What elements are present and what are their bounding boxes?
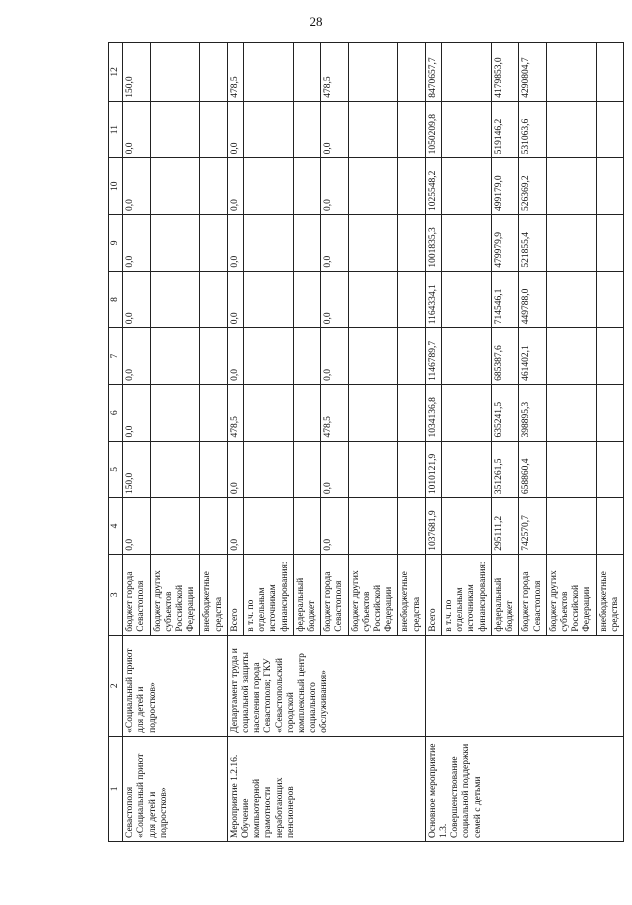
amount-cell-col-6: 478,5 (321, 384, 348, 441)
amount-cell-col-5 (398, 441, 425, 498)
amount-cell-col-4 (398, 498, 425, 555)
amount-cell-col-8 (442, 271, 492, 328)
amount-cell-col-12: 478,5 (321, 43, 348, 102)
amount-cell-col-10 (546, 158, 596, 215)
amount-cell-col-7: 685387,6 (491, 328, 518, 385)
page-number: 28 (309, 14, 323, 29)
amount-cell-col-10: 1025548,2 (425, 158, 441, 215)
amount-cell-col-5: 658860,4 (519, 441, 546, 498)
amount-cell-col-10 (244, 158, 294, 215)
amount-cell-col-12: 4290804,7 (519, 43, 546, 102)
amount-cell-col-12: 150,0 (123, 43, 150, 102)
amount-cell-col-7 (150, 328, 200, 385)
amount-cell-col-8: 0,0 (123, 271, 150, 328)
funding-source-cell: в т.ч. по отдельным источникам финансирования: (442, 554, 492, 635)
funding-source-cell: федеральный бюджет (491, 554, 518, 635)
amount-cell-col-10: 0,0 (123, 158, 150, 215)
amount-cell-col-12: 8470657,7 (425, 43, 441, 102)
amount-cell-col-8 (293, 271, 320, 328)
header-row (109, 43, 123, 842)
amount-cell-col-5: 150,0 (123, 441, 150, 498)
table-row (425, 43, 441, 842)
amount-cell-col-9 (150, 215, 200, 272)
amount-cell-col-10: 0,0 (227, 158, 243, 215)
funding-source-cell: бюджет других субъектов Российской Федерации (546, 554, 596, 635)
amount-cell-col-11 (200, 101, 227, 158)
amount-cell-col-9 (293, 215, 320, 272)
amount-cell-col-7: 1146789,7 (425, 328, 441, 385)
funding-source-cell: бюджет других субъектов Российской Федерации (348, 554, 398, 635)
budget-table (108, 42, 624, 842)
activity-name-cell: Основное мероприятие 1.3. Совершенствование социальной поддержки семей с детьми (425, 736, 623, 841)
amount-cell-col-11: 0,0 (227, 101, 243, 158)
amount-cell-col-10 (348, 158, 398, 215)
amount-cell-col-7 (546, 328, 596, 385)
amount-cell-col-6 (398, 384, 425, 441)
column-header-1: 1 (109, 736, 123, 841)
amount-cell-col-12 (546, 43, 596, 102)
amount-cell-col-4 (442, 498, 492, 555)
amount-cell-col-10: 0,0 (321, 158, 348, 215)
amount-cell-col-6: 0,0 (123, 384, 150, 441)
amount-cell-col-7 (244, 328, 294, 385)
activity-name-cell: Мероприятие 1.2.16. Обучение компьютерной грамотности неработающих пенсионеров (227, 736, 425, 841)
funding-source-cell: Всего (227, 554, 243, 635)
column-header-3: 3 (109, 554, 123, 635)
amount-cell-col-4 (244, 498, 294, 555)
amount-cell-col-9: 0,0 (321, 215, 348, 272)
executor-cell: Департамент труда и социальной защиты населения города Севастополя; ГКУ «Севастопольский городской комплексный центр социального обслуживания» (227, 635, 425, 736)
amount-cell-col-10: 526369,2 (519, 158, 546, 215)
amount-cell-col-8 (150, 271, 200, 328)
column-header-5: 5 (109, 441, 123, 498)
amount-cell-col-9 (200, 215, 227, 272)
amount-cell-col-4 (293, 498, 320, 555)
amount-cell-col-8 (596, 271, 623, 328)
amount-cell-col-5 (244, 441, 294, 498)
amount-cell-col-6 (596, 384, 623, 441)
amount-cell-col-6 (348, 384, 398, 441)
amount-cell-col-12 (442, 43, 492, 102)
amount-cell-col-11: 0,0 (123, 101, 150, 158)
amount-cell-col-11 (546, 101, 596, 158)
amount-cell-col-11 (442, 101, 492, 158)
amount-cell-col-12: 478,5 (227, 43, 243, 102)
funding-source-cell: федеральный бюджет (293, 554, 320, 635)
amount-cell-col-11: 519146,2 (491, 101, 518, 158)
column-header-10: 10 (109, 158, 123, 215)
amount-cell-col-12 (244, 43, 294, 102)
amount-cell-col-4 (546, 498, 596, 555)
amount-cell-col-7 (596, 328, 623, 385)
amount-cell-col-6: 1034136,8 (425, 384, 441, 441)
amount-cell-col-8 (244, 271, 294, 328)
column-header-9: 9 (109, 215, 123, 272)
amount-cell-col-5 (293, 441, 320, 498)
column-header-11: 11 (109, 101, 123, 158)
amount-cell-col-5 (546, 441, 596, 498)
funding-source-cell: бюджет города Севастополя (519, 554, 546, 635)
funding-source-cell: внебюджетные средства (398, 554, 425, 635)
amount-cell-col-6 (293, 384, 320, 441)
activity-name-cell: Севастополя «Социальный приют для детей и подростков» (123, 736, 228, 841)
amount-cell-col-4 (200, 498, 227, 555)
amount-cell-col-11 (244, 101, 294, 158)
executor-cell (425, 635, 623, 736)
amount-cell-col-8 (546, 271, 596, 328)
amount-cell-col-4: 1037681,9 (425, 498, 441, 555)
amount-cell-col-9 (596, 215, 623, 272)
amount-cell-col-10 (200, 158, 227, 215)
column-header-4: 4 (109, 498, 123, 555)
amount-cell-col-6: 478,5 (227, 384, 243, 441)
amount-cell-col-9 (244, 215, 294, 272)
funding-source-cell: в т.ч. по отдельным источникам финансирования: (244, 554, 294, 635)
amount-cell-col-5 (348, 441, 398, 498)
amount-cell-col-7 (293, 328, 320, 385)
amount-cell-col-4 (150, 498, 200, 555)
amount-cell-col-11 (596, 101, 623, 158)
amount-cell-col-8 (398, 271, 425, 328)
amount-cell-col-9 (348, 215, 398, 272)
column-header-12: 12 (109, 43, 123, 102)
funding-source-cell: внебюджетные средства (200, 554, 227, 635)
amount-cell-col-12 (293, 43, 320, 102)
amount-cell-col-12 (200, 43, 227, 102)
amount-cell-col-5: 1010121,9 (425, 441, 441, 498)
table-row (123, 43, 150, 842)
amount-cell-col-9: 479979,9 (491, 215, 518, 272)
amount-cell-col-12 (596, 43, 623, 102)
amount-cell-col-6: 398895,3 (519, 384, 546, 441)
amount-cell-col-10 (293, 158, 320, 215)
amount-cell-col-11 (398, 101, 425, 158)
amount-cell-col-7 (200, 328, 227, 385)
amount-cell-col-9: 1001835,3 (425, 215, 441, 272)
amount-cell-col-5 (200, 441, 227, 498)
amount-cell-col-6 (150, 384, 200, 441)
amount-cell-col-9: 0,0 (123, 215, 150, 272)
amount-cell-col-11 (150, 101, 200, 158)
column-header-7: 7 (109, 328, 123, 385)
amount-cell-col-9: 0,0 (227, 215, 243, 272)
amount-cell-col-7: 0,0 (227, 328, 243, 385)
amount-cell-col-7: 0,0 (123, 328, 150, 385)
funding-source-cell: бюджет города Севастополя (123, 554, 150, 635)
amount-cell-col-8: 714546,1 (491, 271, 518, 328)
amount-cell-col-12 (150, 43, 200, 102)
amount-cell-col-10 (442, 158, 492, 215)
executor-cell: «Социальный приют для детей и подростков» (123, 635, 228, 736)
amount-cell-col-12 (348, 43, 398, 102)
amount-cell-col-8: 0,0 (227, 271, 243, 328)
amount-cell-col-8 (200, 271, 227, 328)
amount-cell-col-5 (150, 441, 200, 498)
funding-source-cell: бюджет города Севастополя (321, 554, 348, 635)
amount-cell-col-9 (546, 215, 596, 272)
funding-source-cell: бюджет других субъектов Российской Федерации (150, 554, 200, 635)
amount-cell-col-5 (596, 441, 623, 498)
funding-source-cell: внебюджетные средства (596, 554, 623, 635)
amount-cell-col-11: 1050209,8 (425, 101, 441, 158)
amount-cell-col-4: 295111,2 (491, 498, 518, 555)
amount-cell-col-7 (348, 328, 398, 385)
amount-cell-col-4: 0,0 (123, 498, 150, 555)
amount-cell-col-11: 531063,6 (519, 101, 546, 158)
table-body (123, 43, 624, 842)
amount-cell-col-11: 0,0 (321, 101, 348, 158)
amount-cell-col-11 (348, 101, 398, 158)
amount-cell-col-6 (442, 384, 492, 441)
amount-cell-col-10 (398, 158, 425, 215)
amount-cell-col-8: 449788,0 (519, 271, 546, 328)
amount-cell-col-8: 1164334,1 (425, 271, 441, 328)
rotated-table (108, 42, 632, 842)
amount-cell-col-6: 635241,5 (491, 384, 518, 441)
amount-cell-col-12: 4179853,0 (491, 43, 518, 102)
column-header-6: 6 (109, 384, 123, 441)
amount-cell-col-7: 0,0 (321, 328, 348, 385)
amount-cell-col-10 (150, 158, 200, 215)
amount-cell-col-12 (398, 43, 425, 102)
funding-source-cell: Всего (425, 554, 441, 635)
amount-cell-col-8: 0,0 (321, 271, 348, 328)
amount-cell-col-6 (200, 384, 227, 441)
table-row (227, 43, 243, 842)
amount-cell-col-5: 0,0 (227, 441, 243, 498)
column-header-8: 8 (109, 271, 123, 328)
amount-cell-col-10 (596, 158, 623, 215)
column-header-2: 2 (109, 635, 123, 736)
rotated-table-frame (108, 42, 632, 842)
amount-cell-col-4: 742570,7 (519, 498, 546, 555)
amount-cell-col-9 (442, 215, 492, 272)
amount-cell-col-6 (244, 384, 294, 441)
amount-cell-col-4 (348, 498, 398, 555)
amount-cell-col-11 (293, 101, 320, 158)
amount-cell-col-9 (398, 215, 425, 272)
amount-cell-col-5 (442, 441, 492, 498)
amount-cell-col-7 (398, 328, 425, 385)
amount-cell-col-5: 351261,5 (491, 441, 518, 498)
amount-cell-col-4 (596, 498, 623, 555)
amount-cell-col-4: 0,0 (321, 498, 348, 555)
amount-cell-col-6 (546, 384, 596, 441)
amount-cell-col-10: 499179,0 (491, 158, 518, 215)
amount-cell-col-4: 0,0 (227, 498, 243, 555)
amount-cell-col-9: 521855,4 (519, 215, 546, 272)
amount-cell-col-8 (348, 271, 398, 328)
amount-cell-col-7: 461402,1 (519, 328, 546, 385)
amount-cell-col-5: 0,0 (321, 441, 348, 498)
amount-cell-col-7 (442, 328, 492, 385)
